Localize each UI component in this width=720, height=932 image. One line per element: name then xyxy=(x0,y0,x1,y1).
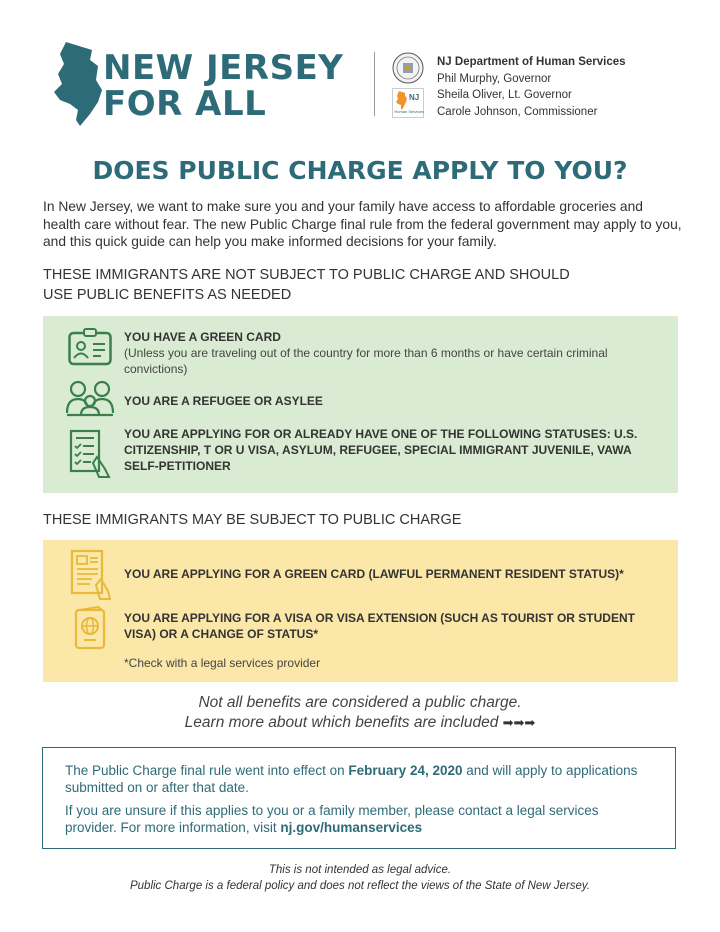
not-subject-box xyxy=(43,316,678,493)
green-item1-title: YOU HAVE A GREEN CARD xyxy=(124,330,281,344)
governor: Phil Murphy, Governor xyxy=(437,72,552,85)
yellow-item1-title: YOU ARE APPLYING FOR A GREEN CARD (LAWFUL PERMANENT RESIDENT STATUS)* xyxy=(124,567,624,581)
footer-line1: This is not intended as legal advice. xyxy=(268,864,452,876)
info-p1-post: and will apply to applications submitted on or after that date. xyxy=(65,763,638,795)
passport-icon xyxy=(74,606,108,650)
badge-label: NJ xyxy=(409,93,420,102)
green-item2-title: YOU ARE A REFUGEE OR ASYLEE xyxy=(124,394,323,408)
info-p1-pre: The Public Charge final rule went into effect on xyxy=(65,763,349,778)
family-icon xyxy=(65,379,115,417)
commissioner: Carole Johnson, Commissioner xyxy=(437,105,598,118)
footer-disclaimer xyxy=(0,862,720,894)
section1-heading-line2: USE PUBLIC BENEFITS AS NEEDED xyxy=(43,287,292,303)
dhs-badge xyxy=(392,88,424,118)
checklist-icon xyxy=(69,429,111,479)
department-name: NJ Department of Human Services xyxy=(437,56,626,68)
benefits-note-line1: Not all benefits are considered a public charge. xyxy=(198,694,522,711)
header-divider xyxy=(374,52,375,116)
department-block xyxy=(437,54,626,120)
footer-line2: Public Charge is a federal policy and does not reflect the views of the State of New Jersey. xyxy=(129,880,591,892)
arrow-right-icon: ➡➡➡ xyxy=(502,715,536,730)
green-item1 xyxy=(124,329,644,377)
benefits-note xyxy=(0,693,720,733)
yellow-footnote: *Check with a legal services provider xyxy=(124,656,321,670)
logo-wordmark xyxy=(103,50,343,122)
info-paragraph2 xyxy=(65,802,650,836)
yellow-item2-title: YOU ARE APPLYING FOR A VISA OR VISA EXTENSION (SUCH AS TOURIST OR STUDENT VISA) OR A CHANGE OF STATUS* xyxy=(124,611,635,641)
id-card-icon xyxy=(68,328,112,366)
logo-line2: FOR ALL xyxy=(103,84,267,124)
effective-date: February 24, 2020 xyxy=(348,763,463,778)
nj-state-icon xyxy=(52,40,104,128)
info-p2-pre: If you are unsure if this applies to you or a family member, please contact a legal services provider. For more information, visit xyxy=(65,803,599,835)
info-box xyxy=(42,747,676,849)
humanservices-link[interactable]: nj.gov/humanservices xyxy=(280,820,423,835)
page-title: DOES PUBLIC CHARGE APPLY TO YOU? xyxy=(92,156,628,185)
info-paragraph1 xyxy=(65,762,645,796)
green-item1-sub: (Unless you are traveling out of the country for more than 6 months or have certain criminal convictions) xyxy=(124,346,608,376)
application-form-icon xyxy=(70,549,112,601)
section2-heading: THESE IMMIGRANTS MAY BE SUBJECT TO PUBLIC CHARGE xyxy=(43,512,462,528)
lt-governor: Sheila Oliver, Lt. Governor xyxy=(437,89,572,101)
section1-heading-line1: THESE IMMIGRANTS ARE NOT SUBJECT TO PUBLIC CHARGE AND SHOULD xyxy=(43,267,570,283)
badge-sub: Human Services xyxy=(394,109,424,114)
nj-orange-icon xyxy=(396,91,408,111)
logo-line1: NEW JERSEY xyxy=(103,48,344,88)
may-be-subject-box xyxy=(43,540,678,682)
intro-paragraph: In New Jersey, we want to make sure you and your family have access to affordable groceries and health care without fear. The new Public Charge final rule from the federal government may apply to you, and this quick guide can help you make informed decisions for your family. xyxy=(43,199,682,249)
benefits-note-line2 xyxy=(0,713,720,733)
benefits-note-link[interactable]: Learn more about which benefits are included xyxy=(184,714,499,731)
state-seal-icon xyxy=(392,52,424,84)
section1-heading xyxy=(43,265,570,305)
green-item3-title: YOU ARE APPLYING FOR OR ALREADY HAVE ONE OF THE FOLLOWING STATUSES: U.S. CITIZENSHIP, T OR U VISA, ASYLUM, REFUGEE, SPECIAL IMMIGRANT JUVENILE, VAWA SELF-PETITIONER xyxy=(124,427,638,473)
